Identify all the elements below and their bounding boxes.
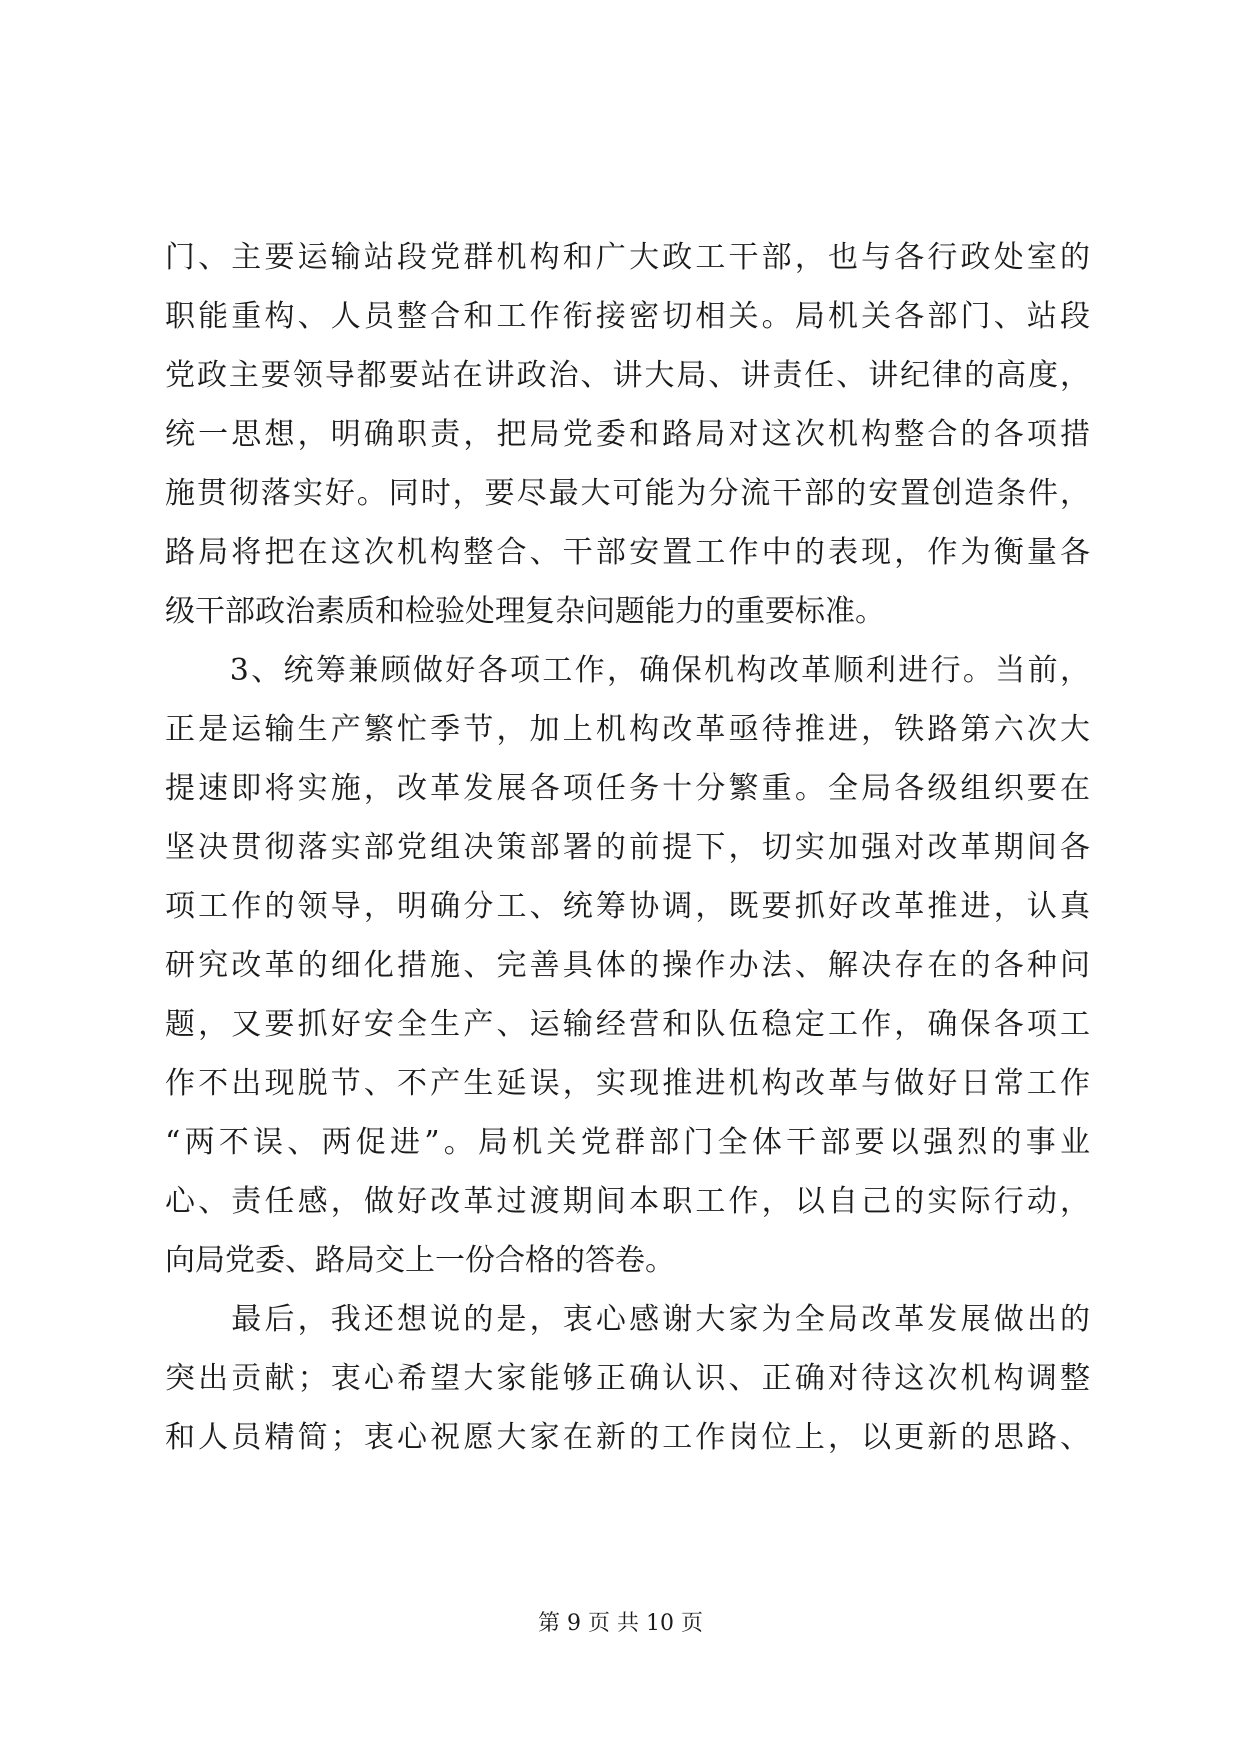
text-line: 路局将把在这次机构整合、干部安置工作中的表现，作为衡量各	[165, 535, 1090, 570]
text-line: 题，又要抓好安全生产、运输经营和队伍稳定工作，确保各项工	[165, 1007, 1090, 1042]
text-line: 作不出现脱节、不产生延误，实现推进机构改革与做好日常工作	[165, 1066, 1090, 1101]
text-line: 施贯彻落实好。同时，要尽最大可能为分流干部的安置创造条件，	[165, 476, 1090, 511]
text-line: 突出贡献；衷心希望大家能够正确认识、正确对待这次机构调整	[165, 1361, 1090, 1396]
text-line: 向局党委、路局交上一份合格的答卷。	[165, 1243, 675, 1278]
text-line: 统一思想，明确职责，把局党委和路局对这次机构整合的各项措	[165, 417, 1090, 452]
text-line: “两不误、两促进”。局机关党群部门全体干部要以强烈的事业	[165, 1125, 1090, 1160]
text-line: 党政主要领导都要站在讲政治、讲大局、讲责任、讲纪律的高度，	[165, 358, 1090, 393]
text-line: 研究改革的细化措施、完善具体的操作办法、解决存在的各种问	[165, 948, 1090, 983]
text-line: 3、统筹兼顾做好各项工作，确保机构改革顺利进行。当前，	[165, 653, 1090, 688]
text-line: 项工作的领导，明确分工、统筹协调，既要抓好改革推进，认真	[165, 889, 1090, 924]
text-line: 职能重构、人员整合和工作衔接密切相关。局机关各部门、站段	[165, 299, 1090, 334]
document-body	[165, 228, 1090, 1467]
text-line: 提速即将实施，改革发展各项任务十分繁重。全局各级组织要在	[165, 771, 1090, 806]
text-line: 正是运输生产繁忙季节，加上机构改革亟待推进，铁路第六次大	[165, 712, 1090, 747]
text-line: 坚决贯彻落实部党组决策部署的前提下，切实加强对改革期间各	[165, 830, 1090, 865]
text-line: 和人员精简；衷心祝愿大家在新的工作岗位上，以更新的思路、	[165, 1420, 1090, 1455]
text-line: 心、责任感，做好改革过渡期间本职工作，以自己的实际行动，	[165, 1184, 1090, 1219]
text-line: 级干部政治素质和检验处理复杂问题能力的重要标准。	[165, 594, 885, 629]
text-line: 最后，我还想说的是，衷心感谢大家为全局改革发展做出的	[165, 1302, 1090, 1337]
text-line: 门、主要运输站段党群机构和广大政工干部，也与各行政处室的	[165, 240, 1090, 275]
page-footer: 第 9 页 共 10 页	[538, 1611, 703, 1636]
